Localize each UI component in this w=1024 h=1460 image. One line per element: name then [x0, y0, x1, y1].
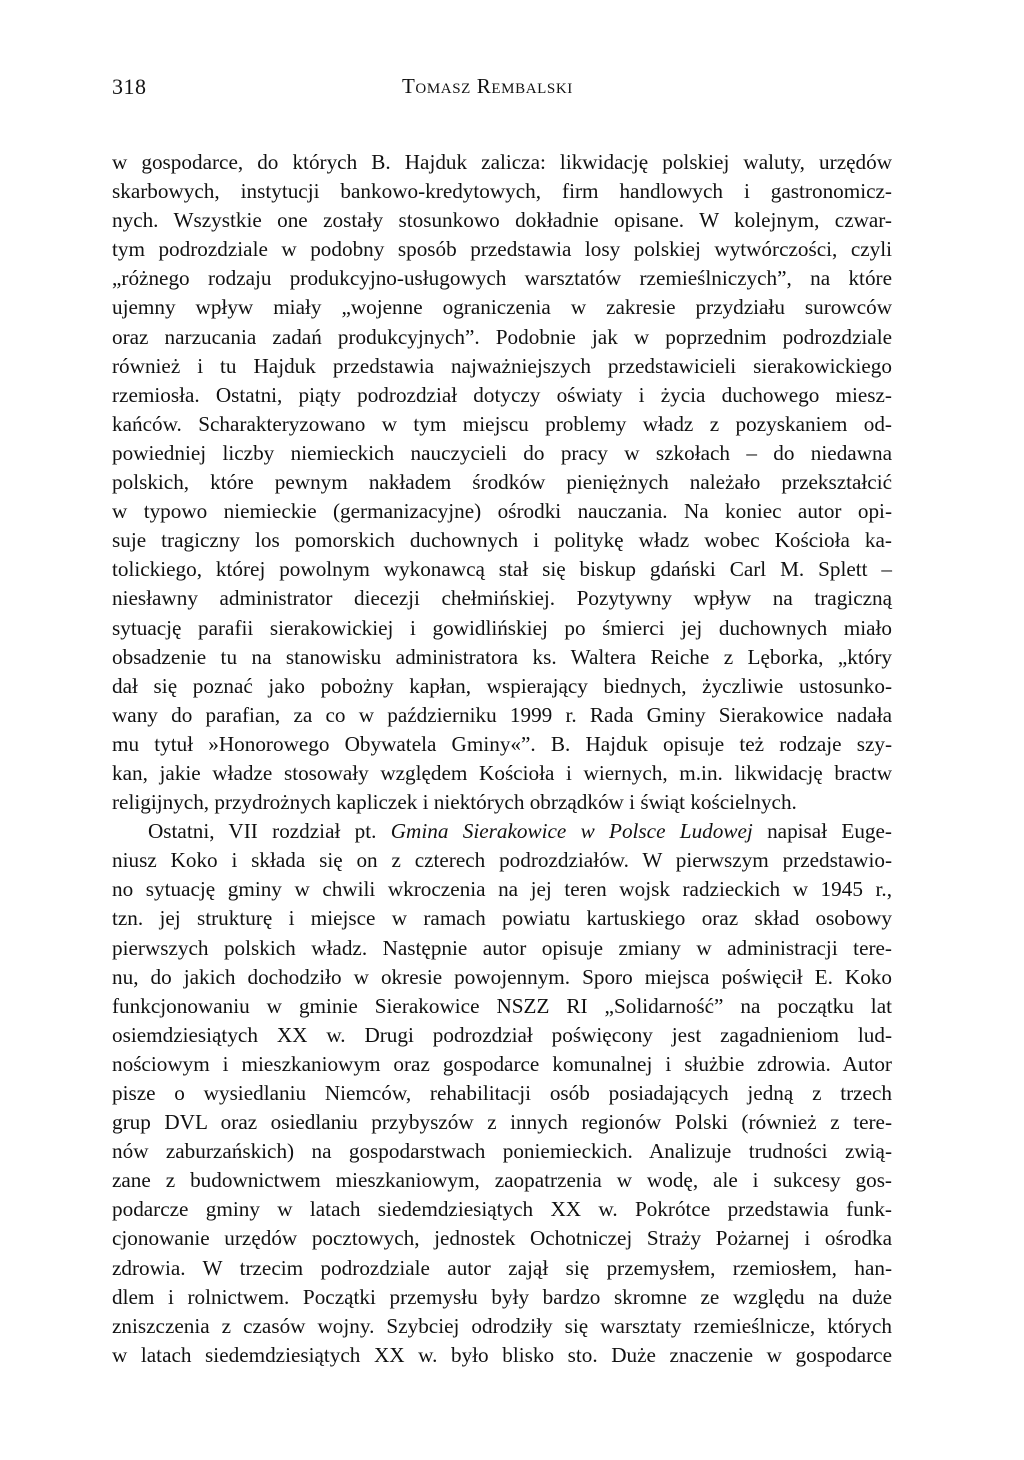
text-line: obsadzenie tu na stanowisku administratora ks. Waltera Reiche z Lęborka, „który [112, 644, 892, 669]
text-line: suje tragiczny los pomorskich duchownych i politykę władz wobec Kościoła ka- [112, 528, 892, 553]
text-line: nych. Wszystkie one zostały stosunkowo dokładnie opisane. W kolejnym, czwar- [112, 208, 892, 233]
text-line: pisze o wysiedlaniu Niemców, rehabilitacji osób posiadających jedną z trzech [112, 1081, 892, 1105]
running-head-author: Tomasz Rembalski [402, 74, 573, 98]
text-line: w gospodarce, do których B. Hajduk zalicza: likwidację polskiej waluty, urzędów [112, 150, 892, 174]
book-title-italic: Gmina Sierakowice w Polsce Ludowej [390, 819, 753, 844]
text-line: „różnego rodzaju produkcyjno-usługowych warsztatów rzemieślniczych”, na które [112, 266, 892, 291]
body-text [112, 148, 892, 1370]
text-run: napisał Euge- [752, 819, 892, 844]
text-line: tolickiego, której powolnym wykonawcą stał się biskup gdański Carl M. Splett – [112, 557, 892, 582]
text-line: no sytuację gminy w chwili wkroczenia na jej teren wojsk radzieckich w 1945 r., [112, 877, 892, 902]
text-line: zane z budownictwem mieszkaniowym, zaopatrzenia w wodę, ale i sukcesy gos- [112, 1168, 892, 1193]
text-line: cjonowanie urzędów pocztowych, jednostek Ochotniczej Straży Pożarnej i ośrodka [112, 1226, 892, 1251]
text-line: skarbowych, instytucji bankowo-kredytowych, firm handlowych i gastronomicz- [112, 179, 892, 204]
text-line: mu tytuł »Honorowego Obywatela Gminy«”. B. Hajduk opisuje też rodzaje szy- [112, 731, 892, 756]
text-line: sytuację parafii sierakowickiej i gowidlińskiej po śmierci jej duchownych miało [112, 615, 892, 640]
text-line: nu, do jakich dochodziło w okresie powojennym. Sporo miejsca poświęcił E. Koko [112, 964, 892, 989]
text-line: powiedniej liczby niemieckich nauczycieli do pracy w szkołach – do niedawna [112, 440, 892, 465]
running-header [112, 74, 892, 106]
text-line: w typowo niemieckie (germanizacyjne) ośrodki nauczania. Na koniec autor opi- [112, 499, 892, 524]
text-line: oraz narzucania zadań produkcyjnych”. Podobnie jak w poprzednim podrozdziale [112, 324, 892, 349]
text-line: niesławny administrator diecezji chełmińskiej. Pozytywny wpływ na tragiczną [112, 586, 892, 611]
text-line: ujemny wpływ miały „wojenne ograniczenia w zakresie przydziału surowców [112, 295, 892, 320]
text-line: nościowym i mieszkaniowym oraz gospodarce komunalnej i służbie zdrowia. Autor [112, 1051, 892, 1076]
text-line: nów zaburzańskich) na gospodarstwach poniemieckich. Analizuje trudności zwią- [112, 1139, 892, 1164]
text-line: rzemiosła. Ostatni, piąty podrozdział dotyczy oświaty i życia duchowego miesz- [112, 382, 892, 407]
paragraph-last-line: religijnych, przydrożnych kapliczek i niektórych obrządków i świąt kościelnych. [112, 790, 797, 815]
text-line: podarcze gminy w latach siedemdziesiątych XX w. Pokrótce przedstawia funk- [112, 1197, 892, 1222]
text-line: osiemdziesiątych XX w. Drugi podrozdział poświęcony jest zagadnieniom lud- [112, 1022, 892, 1047]
text-line: kan, jakie władze stosowały względem Kościoła i wiernych, m.in. likwidację bractw [112, 760, 892, 785]
text-line: dał się poznać jako pobożny kapłan, wspierający biednych, życzliwie ustosunko- [112, 673, 892, 698]
text-line: grup DVL oraz osiedlaniu przybyszów z innych regionów Polski (również z tere- [112, 1110, 892, 1135]
text-line: wany do parafian, za co w październiku 1999 r. Rada Gminy Sierakowice nadała [112, 702, 892, 727]
text-run: Ostatni, VII rozdział pt. [148, 819, 391, 844]
text-line: polskich, które pewnym nakładem środków pieniężnych należało przekształcić [112, 470, 892, 495]
text-line: pierwszych polskich władz. Następnie autor opisuje zmiany w administracji tere- [112, 935, 892, 960]
text-line: tym podrozdziale w podobny sposób przedstawia losy polskiej wytwórczości, czyli [112, 237, 892, 262]
text-line: niusz Koko i składa się on z czterech podrozdziałów. W pierwszym przedstawio- [112, 848, 892, 873]
text-line: zdrowia. W trzecim podrozdziale autor zajął się przemysłem, rzemiosłem, han- [112, 1255, 892, 1280]
text-line: w latach siedemdziesiątych XX w. było blisko sto. Duże znaczenie w gospodarce [112, 1342, 892, 1367]
text-line: również i tu Hajduk przedstawia najważniejszych przedstawicieli sierakowickiego [112, 353, 892, 378]
text-line: zniszczenia z czasów wojny. Szybciej odrodziły się warsztaty rzemieślnicze, których [112, 1313, 892, 1338]
page-number: 318 [112, 74, 147, 99]
text-line: dlem i rolnictwem. Początki przemysłu były bardzo skromne ze względu na duże [112, 1284, 892, 1309]
text-line: tzn. jej strukturę i miejsce w ramach powiatu kartuskiego oraz skład osobowy [112, 906, 892, 931]
text-line: kańców. Scharakteryzowano w tym miejscu problemy władz z pozyskaniem od- [112, 411, 892, 436]
paragraph-first-line [112, 817, 892, 846]
text-line: funkcjonowaniu w gminie Sierakowice NSZZ RI „Solidarność” na początku lat [112, 993, 892, 1018]
